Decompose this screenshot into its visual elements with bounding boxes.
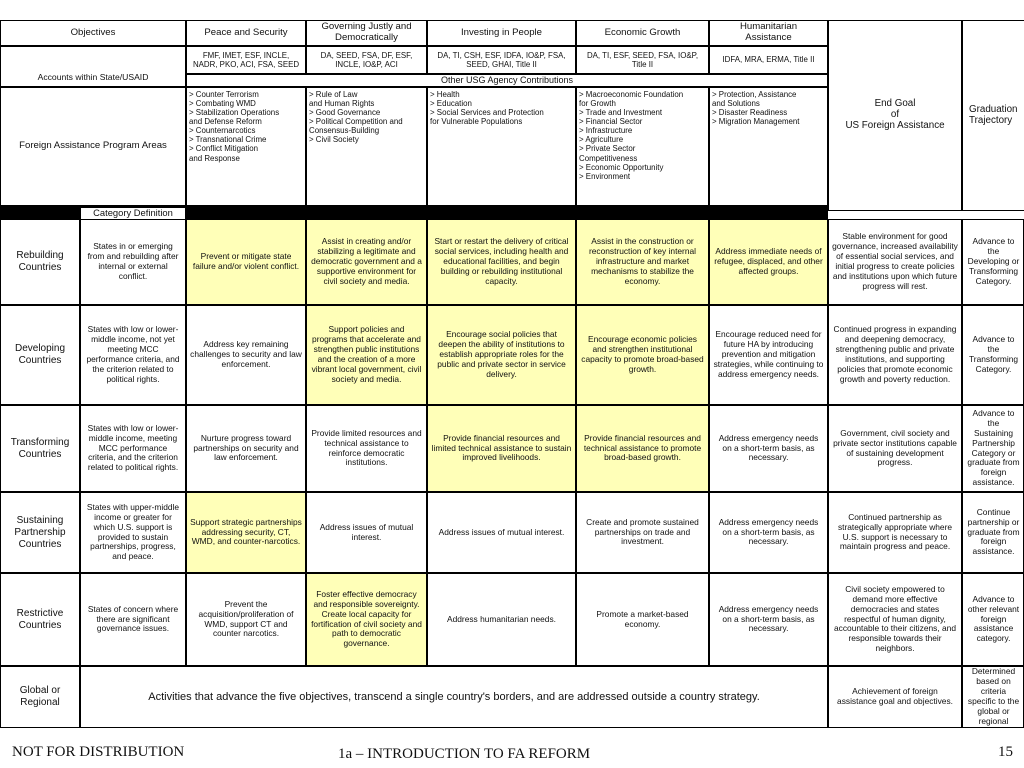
global-graduation: Determined based on criteria specific to the global or regional [962, 666, 1024, 728]
objective-cell: Address humanitarian needs. [427, 573, 576, 666]
row-label: Sustaining Partnership Countries [0, 492, 80, 573]
other-usg-contributions-label: Other USG Agency Contributions [186, 74, 828, 87]
category-definition: States of concern where there are significant governance issues. [80, 573, 186, 666]
program-areas-list: > Rule of Law and Human Rights > Good Governance > Political Competition and Consensus-Building > Civil Society [306, 87, 427, 206]
objective-header: Investing in People [427, 20, 576, 46]
category-definition: States in or emerging from and rebuilding after internal or external conflict. [80, 219, 186, 305]
objective-cell: Encourage economic policies and strengthen institutional capacity to promote broad-based growth. [576, 305, 709, 405]
objectives-header: Objectives [0, 20, 186, 46]
category-definition: States with upper-middle income or greater for which U.S. support is provided to sustain partnerships, progress, and peace. [80, 492, 186, 573]
objective-cell: Support strategic partnerships addressing security, CT, WMD, and counter-narcotics. [186, 492, 306, 573]
graduation-cell: Continue partnership or graduate from foreign assistance. [962, 492, 1024, 573]
graduation-cell: Advance to the Sustaining Partnership Category or graduate from foreign assistance. [962, 405, 1024, 492]
accounts-cell: DA, TI, CSH, ESF, IDFA, IO&P, FSA, SEED, GHAI, Title II [427, 46, 576, 74]
objective-cell: Start or restart the delivery of critical social services, including health and educational facilities, and begin building or rebuilding institutional capacity. [427, 219, 576, 305]
objective-cell: Encourage reduced need for future HA by introducing prevention and mitigation strategies, while continuing to address emergency needs. [709, 305, 828, 405]
objective-cell: Create and promote sustained partnerships on trade and investment. [576, 492, 709, 573]
global-activities-text: Activities that advance the five objectives, transcend a single country's borders, and are addressed outside a country strategy. [80, 666, 828, 728]
global-end-goal: Achievement of foreign assistance goal and objectives. [828, 666, 962, 728]
objective-cell: Address immediate needs of refugee, displaced, and other affected groups. [709, 219, 828, 305]
accounts-cell: IDFA, MRA, ERMA, Title II [709, 46, 828, 74]
footer-page-number: 15 [998, 744, 1013, 760]
graduation-cell: Advance to the Developing or Transforming Category. [962, 219, 1024, 305]
objective-cell: Assist in creating and/or stabilizing a legitimate and democratic government and a supportive environment for civil society and media. [306, 219, 427, 305]
objective-cell: Address issues of mutual interest. [427, 492, 576, 573]
global-row-label: Global or Regional [0, 666, 80, 728]
graduation-cell: Advance to the Transforming Category. [962, 305, 1024, 405]
graduation-trajectory-header: Graduation Trajectory [962, 20, 1024, 211]
objective-cell: Promote a market-based economy. [576, 573, 709, 666]
graduation-cell: Advance to other relevant foreign assistance category. [962, 573, 1024, 666]
category-definition: States with low or lower-middle income, not yet meeting MCC performance criteria, and the criterion related to political rights. [80, 305, 186, 405]
objective-cell: Assist in the construction or reconstruction of key internal infrastructure and market mechanisms to stabilize the economy. [576, 219, 709, 305]
program-areas-list: > Protection, Assistance and Solutions > Disaster Readiness > Migration Management [709, 87, 828, 206]
objective-cell: Provide limited resources and technical assistance to reinforce democratic institutions. [306, 405, 427, 492]
accounts-cell: FMF, IMET, ESF, INCLE, NADR, PKO, ACI, FSA, SEED [186, 46, 306, 74]
objective-cell: Address emergency needs on a short-term basis, as necessary. [709, 405, 828, 492]
objective-header: Governing Justly and Democratically [306, 20, 427, 46]
program-areas-list: > Counter Terrorism > Combating WMD > Stabilization Operations and Defense Reform > Counternarcotics > Transnational Crime > Conflict Mitigation and Response [186, 87, 306, 206]
row-label: Developing Countries [0, 305, 80, 405]
objective-cell: Address emergency needs on a short-term basis, as necessary. [709, 573, 828, 666]
objective-header: Economic Growth [576, 20, 709, 46]
objective-header: Peace and Security [186, 20, 306, 46]
objective-cell: Address issues of mutual interest. [306, 492, 427, 573]
objective-cell: Address emergency needs on a short-term basis, as necessary. [709, 492, 828, 573]
objective-cell: Support policies and programs that accelerate and strengthen public institutions and the creation of a more vibrant local government, civil society and media. [306, 305, 427, 405]
objective-cell: Foster effective democracy and responsible sovereignty. Create local capacity for fortification of civil society and path to democratic governance. [306, 573, 427, 666]
row-label: Restrictive Countries [0, 573, 80, 666]
end-goal-cell: Government, civil society and private sector institutions capable of sustaining development progress. [828, 405, 962, 492]
objective-cell: Prevent or mitigate state failure and/or violent conflict. [186, 219, 306, 305]
row-label: Rebuilding Countries [0, 219, 80, 305]
end-goal-cell: Stable environment for good governance, increased availability of essential social services, and initial progress to create policies and institutions upon which future progress will rest. [828, 219, 962, 305]
accounts-label: Accounts within State/USAID [0, 46, 186, 87]
objective-cell: Nurture progress toward partnerships on security and law enforcement. [186, 405, 306, 492]
category-definition-label: Category Definition [80, 207, 186, 220]
objective-cell: Encourage social policies that deepen the ability of institutions to establish appropriate roles for the public and private sector in service delivery. [427, 305, 576, 405]
end-goal-header: End Goal of US Foreign Assistance [828, 20, 962, 211]
program-areas-label: Foreign Assistance Program Areas [0, 87, 186, 206]
program-areas-list: > Health > Education > Social Services and Protection for Vulnerable Populations [427, 87, 576, 206]
end-goal-cell: Continued progress in expanding and deepening democracy, strengthening public and private institutions, and supporting policies that promote economic growth and poverty reduction. [828, 305, 962, 405]
objective-header: Humanitarian Assistance [709, 20, 828, 46]
program-areas-list: > Macroeconomic Foundation for Growth > Trade and Investment > Financial Sector > Infrastructure > Agriculture > Private Sector Competitiveness > Economic Opportunity > Environment [576, 87, 709, 206]
row-label: Transforming Countries [0, 405, 80, 492]
accounts-cell: DA, TI, ESF, SEED, FSA, IO&P, Title II [576, 46, 709, 74]
footer-distribution-note: NOT FOR DISTRIBUTION [12, 744, 185, 760]
objective-cell: Prevent the acquisition/proliferation of WMD, support CT and counter narcotics. [186, 573, 306, 666]
objective-cell: Address key remaining challenges to security and law enforcement. [186, 305, 306, 405]
footer-slide-title: 1a – INTRODUCTION TO FA REFORM [338, 746, 591, 762]
objective-cell: Provide financial resources and limited technical assistance to sustain improved livelihoods. [427, 405, 576, 492]
end-goal-cell: Civil society empowered to demand more effective democracies and states respectful of human dignity, accountable to their citizens, and responsible towards their neighbors. [828, 573, 962, 666]
accounts-cell: DA, SEED, FSA, DF, ESF, INCLE, IO&P, ACI [306, 46, 427, 74]
category-definition: States with low or lower-middle income, meeting MCC performance criteria, and the criterion related to political rights. [80, 405, 186, 492]
objective-cell: Provide financial resources and technical assistance to promote broad-based growth. [576, 405, 709, 492]
end-goal-cell: Continued partnership as strategically appropriate where U.S. support is necessary to maintain progress and peace. [828, 492, 962, 573]
